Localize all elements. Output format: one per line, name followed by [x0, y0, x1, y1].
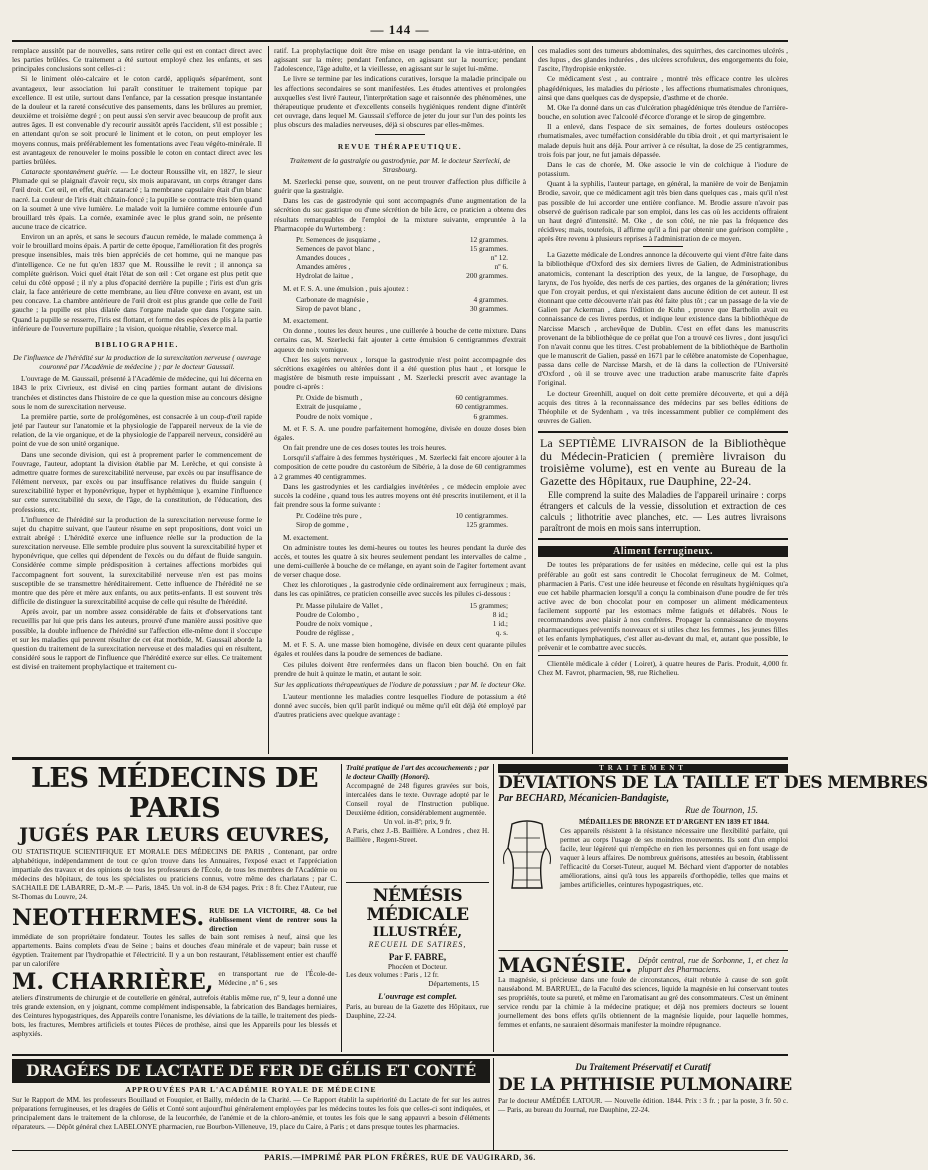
- prescription-line: [296, 235, 526, 244]
- article-text: Dans les cas de gastrodynie qui sont accompagnés d'une augmentation de la sécrétion du suc gastrique ou d'une sécrétion de bile âcre, ce praticien a obtenu des résultats remarquables de l'emploi de la mixture suivante, empruntée à la Pharmacopée du Wurtemberg :: [274, 196, 526, 233]
- prescription-line: [296, 601, 526, 610]
- ingredient: Semences de pavot blanc ,: [296, 243, 375, 253]
- quantity: q. s.: [495, 628, 508, 638]
- subheading: Cataracte spontanément guérie.: [21, 167, 118, 177]
- prescription-line: [296, 628, 526, 637]
- quantity: 12 grammes.: [469, 234, 508, 244]
- article-text: Il a enlevé, dans l'espace de six semaines, de fortes douleurs ostéocopes rhumatismales, avec tuméfaction considérable du tibia droit , et qui martyrisaient le malade depuis huit ans déjà. Pour arriver à ce résultat, la dose de 25 centigrammes, trois fois par jour, ne fut jamais dépassée.: [538, 122, 788, 159]
- quantity: nº 6.: [494, 262, 508, 272]
- article-text: Si le liniment oléo-calcaire et le coton cardé, appliqués séparément, sont avantageux, leur association lui paraît constituer le traitement topique par excellence. Il est utile, surtout dans l'enfance, par la cessation presque instantanée de la douleur et la rareté consécutive des pansements, dans les brûlures au premier, deuxième et troisième degré ; on peut aussi s'en servir avec beaucoup de profit aux autres âges. Il est convenable d'y recourir aussitôt après l'accident, s'il est possible ; en attendant qu'on se soit procuré le liniment et le coton, on peut employer les moyens connus, mais préférablement les fomentations avec l'eau végéto-minérale. Il est avantageux de renouveler le moins possible le coton en contact direct avec les parties brûlées.: [12, 74, 262, 166]
- article-text: Dans une seconde division, qui est à proprement parler le commencement de l'ouvrage, l'auteur, adoptant la division établie par M. Lerèche, et qui consiste à admettre quatre formes de surexcitabilité nerveuse, par excès ou par insuffisance de l'élément nerveux, par excès ou par insuffisance relatives du fluide sanguin ( surexcitabilité hyper et hyponévrique, hyper et hyphémique ), examine l'influence sur cette surexcitabilité du sexe, de l'âge, de la constitution, de l'éducation, des professions, etc.: [12, 449, 262, 514]
- prescription-line: [296, 253, 526, 262]
- ad-pretitle: Du Traitement Préservatif et Curatif: [575, 1062, 711, 1072]
- ad-divider: [493, 1058, 494, 1150]
- prescription: [296, 235, 526, 281]
- article-text: ces maladies sont des tumeurs abdominales, des squirrhes, des carcinomes ulcérés , des lupus , des glandes indurées , des ulcères scrofuleux, des engorgements du foie, l'ascite, l'hydropisie enkystée.: [538, 46, 788, 74]
- article-text: Environ un an après, et sans le secours d'aucun remède, le malade commença à voir le brouillard moins épais. A partir de cette époque, l'amélioration fit des progrès presque insensibles, mais très bien appréciés de cet homme, qui ne manque pas d'intelligence. Ce ne fut qu'en 1837 que M. Roussilhe le revit ; il annonça sa complète guérison. Voici quel était l'état de son œil : Cet organe est plus petit que celui du côté opposé ; il n'y a plus d'opacité derrière la pupille ; l'iris est d'un gris clair, la face antérieure de cette membrane, au lieu d'être convexe en avant, est un peu concave. La chambre antérieure de l'œil droit est plus grande que celle de l'œil gauche ; la pupille est plus dilatée dans l'organe malade que dans l'organe sain. Quand la pupille se resserre, l'iris est flottant, et forme des espèces de plis à la partie inférieure de l'ouverture pupillaire ; la vision, quoique rétablie, s'exerce mal.: [12, 232, 262, 333]
- ads-top-rule: [12, 757, 788, 760]
- ad-divider: [493, 764, 494, 1052]
- quantity: 4 grammes.: [473, 294, 508, 304]
- ingredient: Sirop de pavot blanc ,: [296, 303, 361, 313]
- ad-text: Ces appareils résistent à la résistance nécessaire une flexibilité parfaite, qui permet au corps l'usage de ses moindres mouvements. Ils sont d'un emploi facile, leur légèreté qui n'empêche en rien les personnes qui en font usage de vaquer à leurs affaires. De nombreux guérisons, attestées au besoin, établissent l'efficacité du Corset-Tuteur, auquel M. Béchard vient d'apporter de notables améliorations, ainsi qu'à tous les appareils d'orthopédie, telles que mains et jambes artificielles, ceintures hypogastriques, etc.: [560, 827, 788, 889]
- ad-phthisie: [498, 1062, 792, 1150]
- article-text: M. exactement.: [283, 532, 329, 542]
- article-text: — Le docteur Roussilhe vit, en 1827, le sieur Plumade qui se plaignait d'avoir reçu, six mois auparavant, un corps étranger dans l'œil droit. Cet œil, en effet, était cataracté ; la membrane capsulaire était d'un blanc nacré. La couleur de l'iris était châtain-foncé ; la pupille se contracte très bien quand on la soumet à une vive lumière. Le malade voit la lumière comme entourée d'un brouillard très épais. La cornée, examinée avec le plus grand soin, ne présente aucune trace de cicatrice.: [12, 167, 262, 231]
- quantity: 1 id.;: [492, 618, 508, 628]
- divider: [375, 134, 425, 135]
- ad-title: DRAGÉES DE LACTATE DE FER DE GÉLIS ET CONTÉ: [12, 1059, 490, 1083]
- ad-text: L'ouvrage est complet.: [377, 991, 458, 1001]
- ad-author: Par F. FABRE,: [388, 952, 447, 962]
- ingredient: Poudre de noix vomique ,: [296, 618, 373, 628]
- article-text: De toutes les préparations de fer usitées en médecine, celle qui est la plus préférable au goût est sans contredit le Chocolat ferrugineux de M. Colmet, pharmacien à Paris. C'est une idée heureuse et féconde en résultats hygiéniques qu'a eue cet habile pharmacien lorsqu'il a conçu la combinaison d'une poudre de fer très active avec de bon chocolat pour en composer un aliment médicamenteux facilement supporté par les estomacs même fatigués et délabrés. Nous le recommandons avec plaisir à nos confrères. Propager la connaissance de moyens pharmaceutiques préventifs nouveaux et si utiles chez les femmes , les jeunes filles et les enfants lymphatiques, c'est aller au-devant du mal, et, autant que possible, le prévenir et le combattre avec succès.: [538, 560, 788, 652]
- article-text: ratif. La prophylactique doit être mise en usage pendant la vie intra-utérine, en agissant sur la mère; pendant l'enfance, en agissant sur la nourrice; pendant l'adolescence, l'âge adulte, et la vieillesse, en agissant sur le sujet lui-même.: [274, 46, 526, 74]
- ad-medecins-de-paris: [12, 764, 337, 904]
- ad-pretitle: TRAITEMENT: [498, 764, 788, 773]
- article-text: Dans les gastrodynies et les cardialgies invétérées , ce médecin emploie avec succès la codéine , quand tous les autres moyens ont été prescrits inutilement, et il la fait prendre sous la forme suivante :: [274, 481, 526, 510]
- header-rule: [12, 40, 788, 42]
- ingredient: Pr. Codéine très pure ,: [296, 511, 362, 521]
- divider: [346, 882, 489, 883]
- quantity: 15 grammes.: [469, 243, 508, 253]
- article-text: Chez les sujets nerveux , lorsque la gastrodynie n'est point accompagnée des sécrétions exagérées ou altérées dont il a été question plus haut , et lorsque le magistère de bismuth reste impuissant , M. Szerlecki prescrit avec avantage la poudre ci-après :: [274, 354, 526, 392]
- ad-traite-accouchements: [346, 764, 489, 878]
- article-text: Ces pilules doivent être renfermées dans un flacon bien bouché. On en fait prendre de huit à quinze le matin, et autant le soir.: [274, 659, 526, 678]
- prescription-line: [296, 295, 526, 304]
- ad-divider: [341, 764, 342, 1052]
- ad-price: Un vol. in-8º; prix, 9 fr.: [383, 818, 452, 826]
- ad-text: Paris, au bureau de la Gazette des Hôpitaux, rue Dauphine, 22-24.: [346, 1003, 489, 1020]
- article-text: L'ouvrage de M. Gaussail, présenté à l'Académie de médecine, qui lui décerna en 1843 le prix Civrieux, est divisé en cinq parties formant autant de divisions tranchées et distinctes dans l'histoire de ce que la question mise au concours désigne sous le nom de surexcitation nerveuse.: [12, 374, 262, 411]
- article-text: L'influence de l'hérédité sur la production de la surexcitation nerveuse forme le sujet du chapitre suivant, que l'auteur résume en sept propositions, dont voici un extrait abrégé : L'hérédité exerce une influence réelle sur la production de la surexcitation nerveuse. Elle semble produire plus souvent la surexcitabilité hyper et hyponévrique, que celles qui dépendent de l'excès ou du défaut de fluide sanguin. Considérée comme simple prédisposition à certaines affections morbides qui l'accompagnent fort souvent, la surexcitabilité nerveuse n'en est pas moins susceptible de se transmettre héréditairement. Cette influence de l'hérédité ne se montre que des père et mère aux enfants, ou aux petits-enfants. Il est souvent très difficile de distinguer la surexcitabilité acquise de celle qui résulte de l'hérédité.: [12, 514, 262, 607]
- prescription-line: [296, 304, 526, 313]
- ad-text: ateliers d'instruments de chirurgie et de coutellerie en général, autrefois établis même rue, nº 9, leur a donné une très grande extension, en y joignant, comme complément indispensable, la fabrication des Bandages herniaires, des Ceintures hypogastriques, des Appareils contre l'onanisme, les déviations de la taille, le traitement des pieds-bots, les fractures, Membres artificiels et toutes Pièces de prothèse, ainsi que les Appareils pour les blessés et asphyxiés.: [12, 994, 337, 1038]
- article-text: Ce médicament s'est , au contraire , montré très efficace contre les ulcères phagédéniques, les maladies du périoste , les affections rhumatismales chroniques, ainsi que dans quelques cas de dyspepsie, d'asthme et de chorée.: [538, 74, 788, 102]
- ad-title: NEOTHERMES.: [12, 905, 205, 931]
- imprint: PARIS.—IMPRIMÉ PAR PLON FRÈRES, RUE DE VAUGIRARD, 36.: [264, 1153, 536, 1162]
- article-text: Clientèle médicale à céder ( Loiret), à quatre heures de Paris. Produit, 4,000 fr. Chez M. Favrot, pharmacien, 98, rue Richelieu.: [538, 658, 788, 678]
- ad-author: Par BECHARD, Mécanicien-Bandagiste,: [498, 793, 670, 804]
- column-1: [12, 46, 262, 754]
- announcement-box: [538, 431, 788, 540]
- quantity: 60 centigrammes.: [455, 393, 508, 403]
- prescription: [296, 601, 526, 638]
- ad-title: NÉMÉSIS MÉDICALE: [366, 886, 469, 925]
- ad-text: immédiate de son propriétaire fondateur. Toutes les salles de bain sont remises à neuf, ainsi que les appartements. Bains complets d'eau de Seine ; bains et douches d'eau minérale et de vapeur; bain russe et égyptien. Traitement par l'hydropathie et l'électricité. Il y a un bon restaurant, l'établissement entier est chauffé par un calorifère: [12, 933, 337, 968]
- ad-text: en transportant rue de l'École-de-Médecine , nº 6 , ses: [218, 970, 337, 987]
- page-number: — 144 —: [370, 22, 430, 37]
- prescription-line: [296, 271, 526, 280]
- prescription-line: [296, 619, 526, 628]
- article-text: L'auteur mentionne les maladies contre lesquelles l'iodure de potassium a été donné avec succès, bien qu'il parût indiqué ou même qu'il eût déjà été employé par d'autres praticiens avec quelque avantage :: [274, 692, 526, 720]
- ad-title: M. CHARRIÈRE,: [12, 969, 214, 995]
- prescription-line: [296, 412, 526, 421]
- article-text: On administre toutes les demi-heures ou toutes les heures pendant la durée des accès, et toutes les quatre à six heures seulement pendant les intervalles de calme , une demi-cuillerée à bouche de ce mélange, en ayant soin de l'agiter fortement avant de verser chaque dose.: [274, 542, 526, 580]
- ad-title: DE LA PHTHISIE PULMONAIRE: [498, 1075, 792, 1095]
- article-title: Traitement de la gastralgie ou gastrodynie, par M. le docteur Szerlecki, de Strasbourg.: [289, 155, 511, 174]
- quantity: 15 grammes;: [469, 600, 508, 610]
- ad-charriere: [12, 970, 337, 1050]
- article-text: La première partie, sorte de prolégomènes, est consacrée à un coup-d'œil rapide jeté par l'auteur sur l'anatomie et la physiologie de l'appareil nerveux de la vie de relation, de la vie organique, et de la physiologie de l'appareil nerveux, considéré au point de vue de son unité organique.: [12, 411, 262, 449]
- article-text: M. et F. S. A. une émulsion , puis ajoutez :: [283, 283, 409, 293]
- column-divider: [268, 46, 269, 754]
- article-text: Dans le cas de chorée, M. Oke associe le vin de colchique à l'iodure de potassium.: [538, 159, 788, 179]
- quantity: 125 grammes.: [466, 520, 508, 530]
- ingredient: Extrait de jusquiame ,: [296, 402, 361, 412]
- prescription: [296, 393, 526, 420]
- ad-magnesie: [498, 950, 788, 1052]
- prescription-line: [296, 402, 526, 411]
- prescription: [296, 295, 526, 313]
- ad-price: Les deux volumes : Paris , 12 fr.: [346, 971, 439, 979]
- article-text: Chez les chlorotiques , la gastrodynie cède ordinairement aux ferrugineux ; mais, dans les cas opiniâtres, ce praticien conseille avec succès les pilules ci-dessous :: [274, 580, 526, 599]
- ad-text: Phocéen et Docteur.: [387, 962, 448, 971]
- ad-text: Dépôt central, rue de Sorbonne, 1, et chez la plupart des Pharmaciens.: [638, 955, 788, 974]
- article-text: Le livre se termine par les indications curatives, lorsque la maladie principale ou les affections secondaires se sont manifestées. Les études attentives et prolongées auxquelles s'est livré l'auteur, l'interprétation sage et raisonnée des phénomènes, une thérapeutique prudente et d'excellents conseils hygiéniques rendent digne d'intérêt cet ouvrage, dans lequel M. Gaussail s'efforce de jeter du jour sur l'un des points les plus obscurs des maladies nerveuses, déjà si obscures par elles-mêmes.: [274, 74, 526, 130]
- divider: [498, 950, 788, 951]
- article-text: Après avoir, par un nombre assez considérable de faits et d'observations tant recueillis par lui que pris dans les auteurs, prouvé d'une manière aussi positive que possible, la double influence de l'hérédité sur l'affection elle-même dont il s'occupe et sur les maladies qui peuvent résulter de cet état morbide, M. Gaussail aborde la question du traitement de la surexcitation nerveuse et des maladies qui en résultent, considéré sous le rapport de l'influence que l'hérédité exerce sur elles. Ce traitement est divisé en traitement prophylactique et traitement cu-: [12, 607, 262, 672]
- ad-address: Rue de Tournon, 15.: [685, 805, 758, 815]
- ad-price: Départements, 15: [428, 980, 479, 988]
- ad-neothermes: [12, 906, 337, 969]
- prescription-line: [296, 511, 526, 520]
- section-header: REVUE THÉRAPEUTIQUE.: [337, 142, 463, 152]
- ad-text: A Paris, chez J.-B. Baillière. A Londres , chez H. Baillière , Regent-Street.: [346, 827, 489, 844]
- article-text: M. exactement.: [283, 316, 329, 326]
- ad-title: DÉVIATIONS DE LA TAILLE ET DES MEMBRES: [498, 773, 928, 793]
- divider: [643, 246, 683, 247]
- ads-rule: [12, 1054, 788, 1056]
- column-2: [274, 46, 526, 754]
- ad-subtitle: RECUEIL DE SATIRES,: [368, 940, 467, 949]
- book-title: De l'influence de l'hérédité sur la production de la surexcitation nerveuse ( ouvrage couronné par l'Académie de médecine ) ; par le docteur Gaussail.: [13, 353, 261, 372]
- ad-text: OU STATISTIQUE SCIENTIFIQUE ET MORALE DES MÉDECINS DE PARIS , Contenant, par ordre alphabétique, indépendamment de tout ce qu'on trouve dans les Annuaires, l'exposé exact et l'appréciation impartiale des travaux et des opinions de tous les professeurs de l'École, de tous les membres de l'Académie ou médecins des hôpitaux, de tous les spécialistes ou praticiens connus, votre même des charlatans ; par C. SACHAILE DE LABARRE, D.-M.-P. — Paris, 1845. Un vol. in-8 de 634 pages. Prix : 8 fr. Chez l'Auteur, rue St-Thomas du Louvre, 24.: [12, 848, 337, 901]
- quantity: 30 grammes.: [469, 303, 508, 313]
- ingredient: Amandes amères ,: [296, 262, 351, 272]
- article-title: Sur les applications thérapeutiques de l'iodure de potassium ; par M. le docteur Oke.: [274, 679, 526, 689]
- article-text: [12, 167, 262, 231]
- ad-text: Par le docteur AMÉDÉE LATOUR. — Nouvelle édition. 1844. Prix : 3 fr. ; par la poste, 3 fr. 50 c. — Paris, au bureau du Journal, rue Dauphine, 22-24.: [498, 1097, 788, 1114]
- article-text: M. Szerlecki pense que, souvent, on ne peut trouver d'affection plus difficile à guérir que la gastralgie.: [274, 176, 526, 196]
- ingredient: Amandes douces ,: [296, 253, 350, 263]
- ad-medals: MÉDAILLES DE BRONZE ET D'ARGENT EN 1839 ET 1844.: [578, 818, 769, 826]
- ingredient: Poudre de Colombo ,: [296, 609, 359, 619]
- ingredient: Carbonate de magnésie ,: [296, 294, 369, 304]
- ad-text: Sur le Rapport de MM. les professeurs Bouillaud et Fouquier, et Bailly, médecin de la Charité. — Ce Rapport établit la supériorité du Lactate de fer sur les autres préparations ferrugineuses, et les dragées de Gélis et Conté sont aujourd'hui généralement employées par les médecins toutes les fois que celles-ci sont indiquées, et principalement dans le traitement de la chlorose, de la leucorrhée, de l'anémie et de la chloro-anémie, et toutes les fois que le sang appauvri a besoin d'éléments réparateurs. — Dépôt général chez LABELONYE pharmacien, rue Bourbon-Villeneuve, 19, place du Caire, à Paris ; et dans presque toutes les pharmacies.: [12, 1096, 490, 1131]
- quantity: 10 centigrammes.: [455, 511, 508, 521]
- quantity: nº 12.: [490, 253, 508, 263]
- corset-illustration: [498, 818, 556, 896]
- prescription-line: [296, 393, 526, 402]
- quantity: 6 grammes.: [473, 411, 508, 421]
- ingredient: Pr. Semences de jusquiame ,: [296, 234, 381, 244]
- ingredient: Poudre de réglisse ,: [296, 628, 354, 638]
- section-header: Aliment ferrugineux.: [538, 546, 788, 557]
- prescription-line: [296, 520, 526, 529]
- prescription-line: [296, 262, 526, 271]
- prescription-line: [296, 610, 526, 619]
- ad-title: MAGNÉSIE.: [498, 953, 633, 977]
- article-text: remplace aussitôt par de nouvelles, sans retirer celle qui est en contact direct avec les parties brûlées. Ce traitement a été surtout employé chez les enfants, et ses principales conclusions sont celles-ci :: [12, 46, 262, 74]
- article-text: Le docteur Greenhill, auquel on doit cette première découverte, et qui a déjà acquis des titres à la reconnaissance des médecins par ses belles éditions de Théophile et de Sydenham , va très incessamment publier ce complément des œuvres de Galien.: [538, 388, 788, 426]
- quantity: 60 centigrammes.: [455, 402, 508, 412]
- prescription-line: [296, 244, 526, 253]
- ingredient: Sirop de gomme ,: [296, 520, 349, 530]
- quantity: 200 grammes.: [466, 271, 508, 281]
- ad-text: La magnésie, si précieuse dans une foule de circonstances, était rebutée à cause de son goût nauséabond. M. BARRUEL, de la Faculté des sciences, liquide la magnésie en lui conservant toutes ses propriétés, toute sa pureté, et même en l'aromatisant au gré des consommateurs. C'est un éminent service rendu par la chimie à la médecine pratique; et déjà nos premiers docteurs se louent journellement des bons effets qu'ils obtiennent de la magnésie liquide, pour laquelle hommes, femmes et enfants, ne sauraient désormais manifester la moindre répugnance.: [498, 976, 788, 1029]
- ad-text: Accompagné de 248 figures gravées sur bois, intercalées dans le texte. Ouvrage adopté par le Conseil royal de l'Instruction publique. Deuxième édition, considérablement augmentée.: [346, 782, 489, 817]
- article-text: M. Oke l'a donné dans un cas d'ulcération phagédénique très étendue de l'arrière-bouche, en solution avec l'alcoolé d'écorce d'orange et le sirop de gingembre.: [538, 102, 788, 122]
- prescription: [296, 511, 526, 529]
- column-divider: [532, 46, 533, 754]
- article-text: M. et F. S. A. une masse bien homogène, divisée en deux cent quarante pilules égales et roulées dans la poudre de semences de badiane.: [274, 640, 526, 659]
- announcement-text: Elle comprend la suite des Maladies de l'appareil urinaire : corps étrangers et calculs de la vessie, dissolution et extraction de ces calculs ; lithotritie avec planches, etc. — Les autres livraisons paraîtront de mois en mois sans interruption.: [540, 490, 786, 534]
- section-header: BIBLIOGRAPHIE.: [95, 339, 179, 349]
- article-text: On donne , toutes les deux heures , une cuillerée à bouche de cette mixture. Dans certains cas, M. Szerlecki fait ajouter à cette émulsion 6 centigrammes d'extrait aqueux de noix vomique.: [274, 326, 526, 354]
- ad-subtitle: JUGÉS PAR LEURS ŒUVRES,: [19, 824, 330, 846]
- announcement-title: La SEPTIÈME LIVRAISON de la Bibliothèque du Médecin-Praticien ( première livraison du troisième volume), est en vente au Bureau de la Gazette des Hôpitaux, rue Dauphine, 22-24.: [540, 436, 786, 488]
- ingredient: Poudre de noix vomique ,: [296, 411, 373, 421]
- ad-address: RUE DE LA VICTOIRE, 48. Ce bel établissement vient de rentrer sous la direction: [209, 906, 337, 933]
- quantity: 8 id.;: [492, 609, 508, 619]
- article-text: On fait prendre une de ces doses toutes les trois heures.: [283, 443, 447, 453]
- ad-subtitle: ILLUSTRÉE,: [372, 925, 463, 940]
- ingredient: Hydrolat de laitue ,: [296, 271, 354, 281]
- ad-title: LES MÉDECINS DE PARIS: [30, 763, 319, 824]
- divider: [538, 655, 788, 656]
- article-text: M. et F. S. A. une poudre parfaitement homogène, divisée en douze doses bien égales.: [274, 423, 526, 442]
- article-text: Lorsqu'il s'affaire à des femmes hystériques , M. Szerlecki fait encore ajouter à la composition de cette poudre du castoréum de Sibérie, à la dose de 60 centigrammes à 2 grammes 40 centigrammes.: [274, 453, 526, 481]
- ingredient: Pr. Oxide de bismuth ,: [296, 393, 363, 403]
- ingredient: Pr. Masse pilulaire de Vallet ,: [296, 600, 383, 610]
- footer-rule: [12, 1150, 788, 1151]
- ad-subtitle: APPROUVÉES PAR L'ACADÉMIE ROYALE DE MÉDECINE: [125, 1085, 377, 1094]
- article-text: La Gazette médicale de Londres annonce la découverte qui vient d'être faite dans la bibliothèque d'Oxford des six derniers livres de Galien, de Administrationibus anatomicis, contenant la description des yeux, de la langue, de l'œsophage, du larynx, de l'os hyoïde, des nerfs de ces parties, des organes de la génération; livres que l'on croyait perdus, et qui n'existaient dans aucune édition de cet auteur. Il est étonnant que cette découverte n'ait pas été faite plus tôt ; car un passage de la vie de Galien par Ackerman , dans l'édition de Kuhn , prouve que Bartholin avait eu connaissance de ces livres perdus, et indique leur existence dans la bibliothèque de Narcisse Marsch , archevêque de Dublin. C'est en effet dans les manuscrits provenant de la bibliothèque de ce prélat que l'on a trouvé ces livres , dont jusqu'ici l'on n'avait connu que les titres. C'est probablement de la bibliothèque de Bartholin que le manuscrit de Galien, passé en 1671 par le célèbre anatomiste de Copenhague, passa dans celle de Narcisse Marsh, et de là dans la collection de l'Université d'Oxford , où il se trouve avec une traduction arabe manuscrite faite d'après l'original.: [538, 250, 788, 388]
- ad-title: Traité pratique de l'art des accouchements ; par le docteur Chailly (Honoré).: [346, 764, 489, 781]
- article-text: Quant à la syphilis, l'auteur partage, en général, la manière de voir de Benjamin Brodie, savoir, que ce médicament agit très bien dans quelques cas , mais qu'il n'est pas possible de lui accorder une entière confiance. M. Brodie assure n'avoir pas observé de guérison radicale par son emploi, dans les cas où les accidents offraient un haut degré d'intensité. M. Oke , de son côté, ne nie pas la fréquence des récidives; mais, toutefois, il affirme qu'il a fini par obtenir une guérison complète , après être revenu à plusieurs reprises à l'administration de ce moyen.: [538, 179, 788, 244]
- ad-dragees-lactate: [12, 1059, 490, 1149]
- column-3: [538, 46, 788, 754]
- ad-deviations-taille: [498, 764, 928, 949]
- ad-nemesis-medicale: [346, 882, 489, 1052]
